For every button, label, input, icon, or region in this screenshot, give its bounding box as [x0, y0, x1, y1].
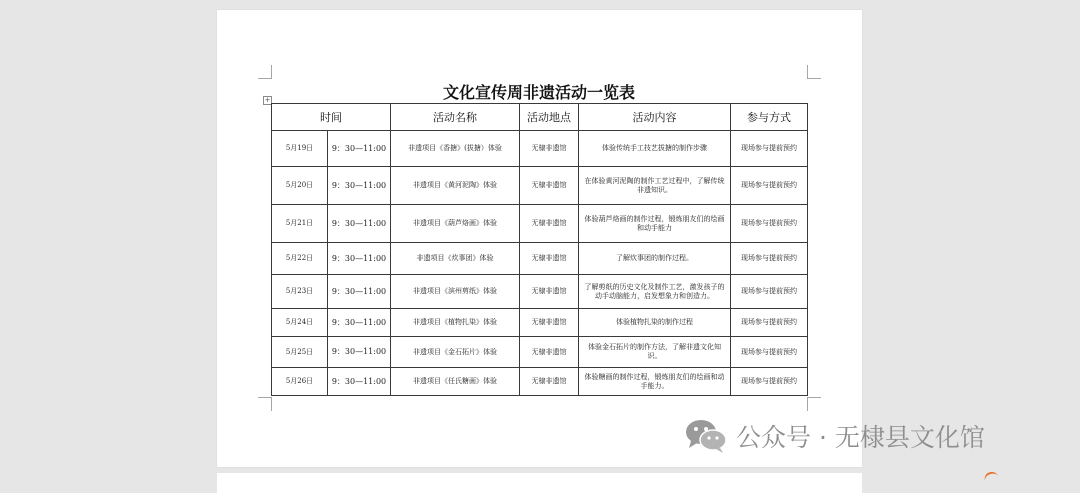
cell-content: 体验金石拓片的制作方法，了解非遗文化知识。	[579, 337, 731, 368]
cell-date: 5月21日	[272, 205, 328, 243]
header-participation: 参与方式	[731, 104, 808, 131]
header-time: 时间	[272, 104, 391, 131]
margin-corner-top-left	[258, 65, 272, 79]
cell-time: 9：30—11:00	[328, 167, 391, 205]
cell-date: 5月22日	[272, 243, 328, 275]
cell-content: 体验糖画的制作过程，锻炼朋友们的绘画和动手能力。	[579, 368, 731, 396]
table-move-handle-icon[interactable]: +	[264, 96, 271, 104]
cell-activity-name: 非遗项目《炊事团》体验	[391, 243, 520, 275]
watermark	[684, 418, 985, 454]
cell-activity-name: 非遗项目《黄河泥陶》体验	[391, 167, 520, 205]
cell-location: 无棣非遗馆	[520, 275, 579, 309]
cell-participation: 现场参与提前预约	[731, 309, 808, 337]
table-row	[272, 131, 808, 167]
watermark-text: 公众号 · 无棣县文化馆	[736, 423, 985, 452]
cell-content: 了解剪纸的历史文化及制作工艺，激发孩子的动手动脑能力，启发想象力和创造力。	[579, 275, 731, 309]
cell-participation: 现场参与提前预约	[731, 167, 808, 205]
cell-activity-name: 非遗项目《金石拓片》体验	[391, 337, 520, 368]
cell-location: 无棣非遗馆	[520, 337, 579, 368]
margin-corner-bottom-left	[258, 397, 272, 411]
cell-date: 5月24日	[272, 309, 328, 337]
cell-content: 在体验黄河泥陶的制作工艺过程中，了解传统非遗知识。	[579, 167, 731, 205]
cell-activity-name: 非遗项目《滨州剪纸》体验	[391, 275, 520, 309]
cell-activity-name: 非遗项目《植物扎染》体验	[391, 309, 520, 337]
margin-corner-bottom-right	[807, 397, 821, 411]
cell-time: 9：30—11:00	[328, 368, 391, 396]
cell-time: 9：30—11:00	[328, 309, 391, 337]
cell-time: 9：30—11:00	[328, 205, 391, 243]
cell-participation: 现场参与提前预约	[731, 337, 808, 368]
header-content: 活动内容	[579, 104, 731, 131]
cell-content: 体验传统手工技艺拔搪的制作步骤	[579, 131, 731, 167]
cell-content: 体验植物扎染的制作过程	[579, 309, 731, 337]
table-row	[272, 309, 808, 337]
table-header-row	[272, 104, 808, 131]
orange-marker	[983, 470, 1000, 484]
cell-location: 无棣非遗馆	[520, 309, 579, 337]
cell-location: 无棣非遗馆	[520, 205, 579, 243]
activity-schedule-table	[271, 103, 808, 396]
next-document-page	[217, 473, 862, 493]
cell-location: 无棣非遗馆	[520, 368, 579, 396]
table-row	[272, 167, 808, 205]
cell-activity-name: 非遗项目《香搪》(拔搪）体验	[391, 131, 520, 167]
wechat-icon	[684, 418, 728, 454]
cell-time: 9：30—11:00	[328, 131, 391, 167]
document-title: 文化宣传周非遗活动一览表	[442, 83, 635, 102]
cell-location: 无棣非遗馆	[520, 243, 579, 275]
table-row	[272, 275, 808, 309]
cell-location: 无棣非遗馆	[520, 131, 579, 167]
cell-content: 体验葫芦烙画的制作过程，锻炼朋友们的绘画和动手能力	[579, 205, 731, 243]
cell-participation: 现场参与提前预约	[731, 275, 808, 309]
cell-participation: 现场参与提前预约	[731, 243, 808, 275]
cell-time: 9：30—11:00	[328, 275, 391, 309]
cell-time: 9：30—11:00	[328, 337, 391, 368]
cell-activity-name: 非遗项目《任氏糖画》体验	[391, 368, 520, 396]
table-row	[272, 368, 808, 396]
table-row	[272, 243, 808, 275]
cell-participation: 现场参与提前预约	[731, 205, 808, 243]
table-row	[272, 337, 808, 368]
cell-location: 无棣非遗馆	[520, 167, 579, 205]
cell-date: 5月23日	[272, 275, 328, 309]
cell-time: 9：30—11:00	[328, 243, 391, 275]
header-activity-name: 活动名称	[391, 104, 520, 131]
table-row	[272, 205, 808, 243]
cell-participation: 现场参与提前预约	[731, 131, 808, 167]
margin-corner-top-right	[807, 65, 821, 79]
cell-activity-name: 非遗项目《葫芦烙画》体验	[391, 205, 520, 243]
cell-date: 5月19日	[272, 131, 328, 167]
cell-participation: 现场参与提前预约	[731, 368, 808, 396]
document-page	[217, 10, 862, 467]
cell-date: 5月25日	[272, 337, 328, 368]
cell-content: 了解炊事团的制作过程。	[579, 243, 731, 275]
cell-date: 5月26日	[272, 368, 328, 396]
header-location: 活动地点	[520, 104, 579, 131]
cell-date: 5月20日	[272, 167, 328, 205]
